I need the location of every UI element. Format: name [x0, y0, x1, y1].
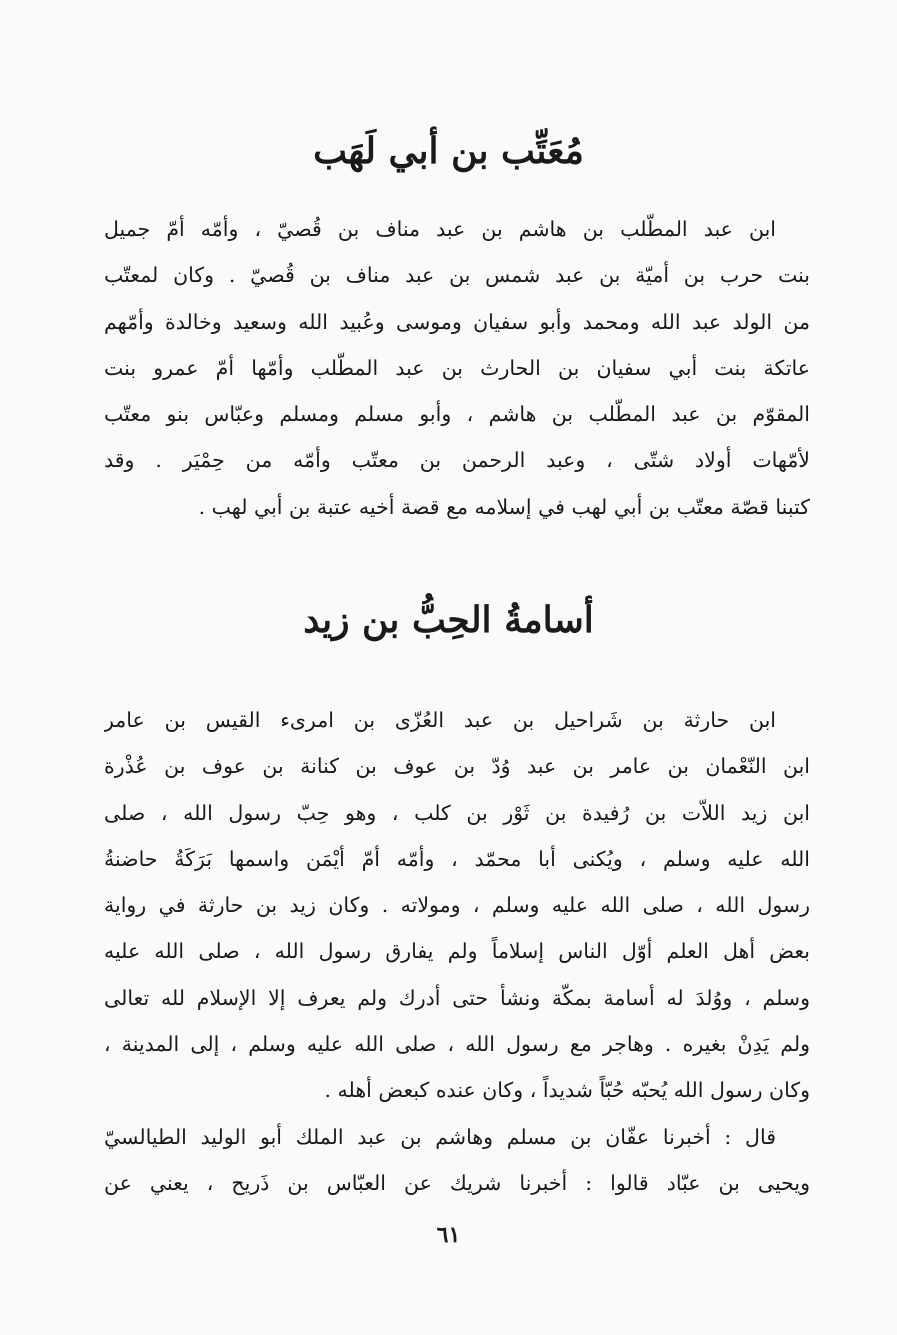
text-line: عاتكة بنت أبي سفيان بن الحارث بن عبد المطّلب وأمّها أمّ عمرو بنت [104, 355, 810, 380]
text-line: وسلم ، ووُلدَ له أسامة بمكّة ونشأ حتى أدرك ولم يعرف إلا الإسلام لله تعالى [104, 985, 810, 1010]
section-title-usama: أسامةُ الحِبُّ بن زيد [303, 599, 594, 641]
text-line: من الولد عبد الله ومحمد وأبو سفيان وموسى وعُبيد الله وسعيد وخالدة وأمّهم [104, 309, 810, 334]
text-line: ولم يَدِنْ بغيره . وهاجر مع رسول الله ، صلى الله عليه وسلم ، إلى المدينة ، [104, 1032, 810, 1057]
text-line: قال : أخبرنا عفّان بن مسلم وهاشم بن عبد الملك أبو الوليد الطيالسيّ [104, 1124, 776, 1149]
paragraph-muattib [104, 206, 810, 530]
text-line: الله عليه وسلم ، ويُكنى أبا محمّد ، وأمّه أمّ أيْمَن واسمها بَرَكَةُ حاضنةُ [104, 846, 810, 871]
text-line: ابن حارثة بن شَراحيل بن عبد العُزّى بن امرىء القيس بن عامر [104, 708, 776, 732]
text-line: رسول الله ، صلى الله عليه وسلم ، ومولاته . وكان زيد بن حارثة في رواية [104, 893, 810, 918]
text-line: ابن عبد المطّلب بن هاشم بن عبد مناف بن قُصيّ ، وأمّه أمّ جميل [104, 217, 776, 241]
text-line: بنت حرب بن أميّة بن عبد شمس بن عبد مناف بن قُصيّ . وكان لمعتّب [104, 263, 810, 288]
text-line: ويحيى بن عبّاد قالوا : أخبرنا شريك عن العبّاس بن ذَريح ، يعني عن [104, 1170, 810, 1195]
text-line: لأمّهات أولاد شتّى ، وعبد الرحمن بن معتّب وأمّه من حِمْيَر . وقد [104, 448, 810, 473]
text-line: بعض أهل العلم أوّل الناس إسلاماً ولم يفارق رسول الله ، صلى الله عليه [104, 939, 810, 964]
paragraph-usama [104, 697, 810, 1206]
text-line: وكان رسول الله يُحبّه حُبّاً شديداً ، وكان عنده كبعض أهله . [324, 1078, 810, 1103]
page-number: ٦١ [436, 1222, 461, 1248]
text-line: كتبنا قصّة معتّب بن أبي لهب في إسلامه مع قصة أخيه عتبة بن أبي لهب . [198, 494, 810, 519]
section-title-muattib: مُعَتِّب بن أبي لَهَب [313, 130, 584, 172]
text-line: ابن زيد اللاّت بن رُفيدة بن ثَوْر بن كلب ، وهو حِبّ رسول الله ، صلى [104, 800, 810, 825]
text-line: المقوّم بن عبد المطّلب بن هاشم ، وأبو مسلم ومسلم وعبّاس بنو معتّب [104, 402, 810, 427]
text-line: ابن النّعْمان بن عامر بن عبد وُدّ بن عوف بن كنانة بن عوف بن عُذْرة [104, 754, 810, 779]
